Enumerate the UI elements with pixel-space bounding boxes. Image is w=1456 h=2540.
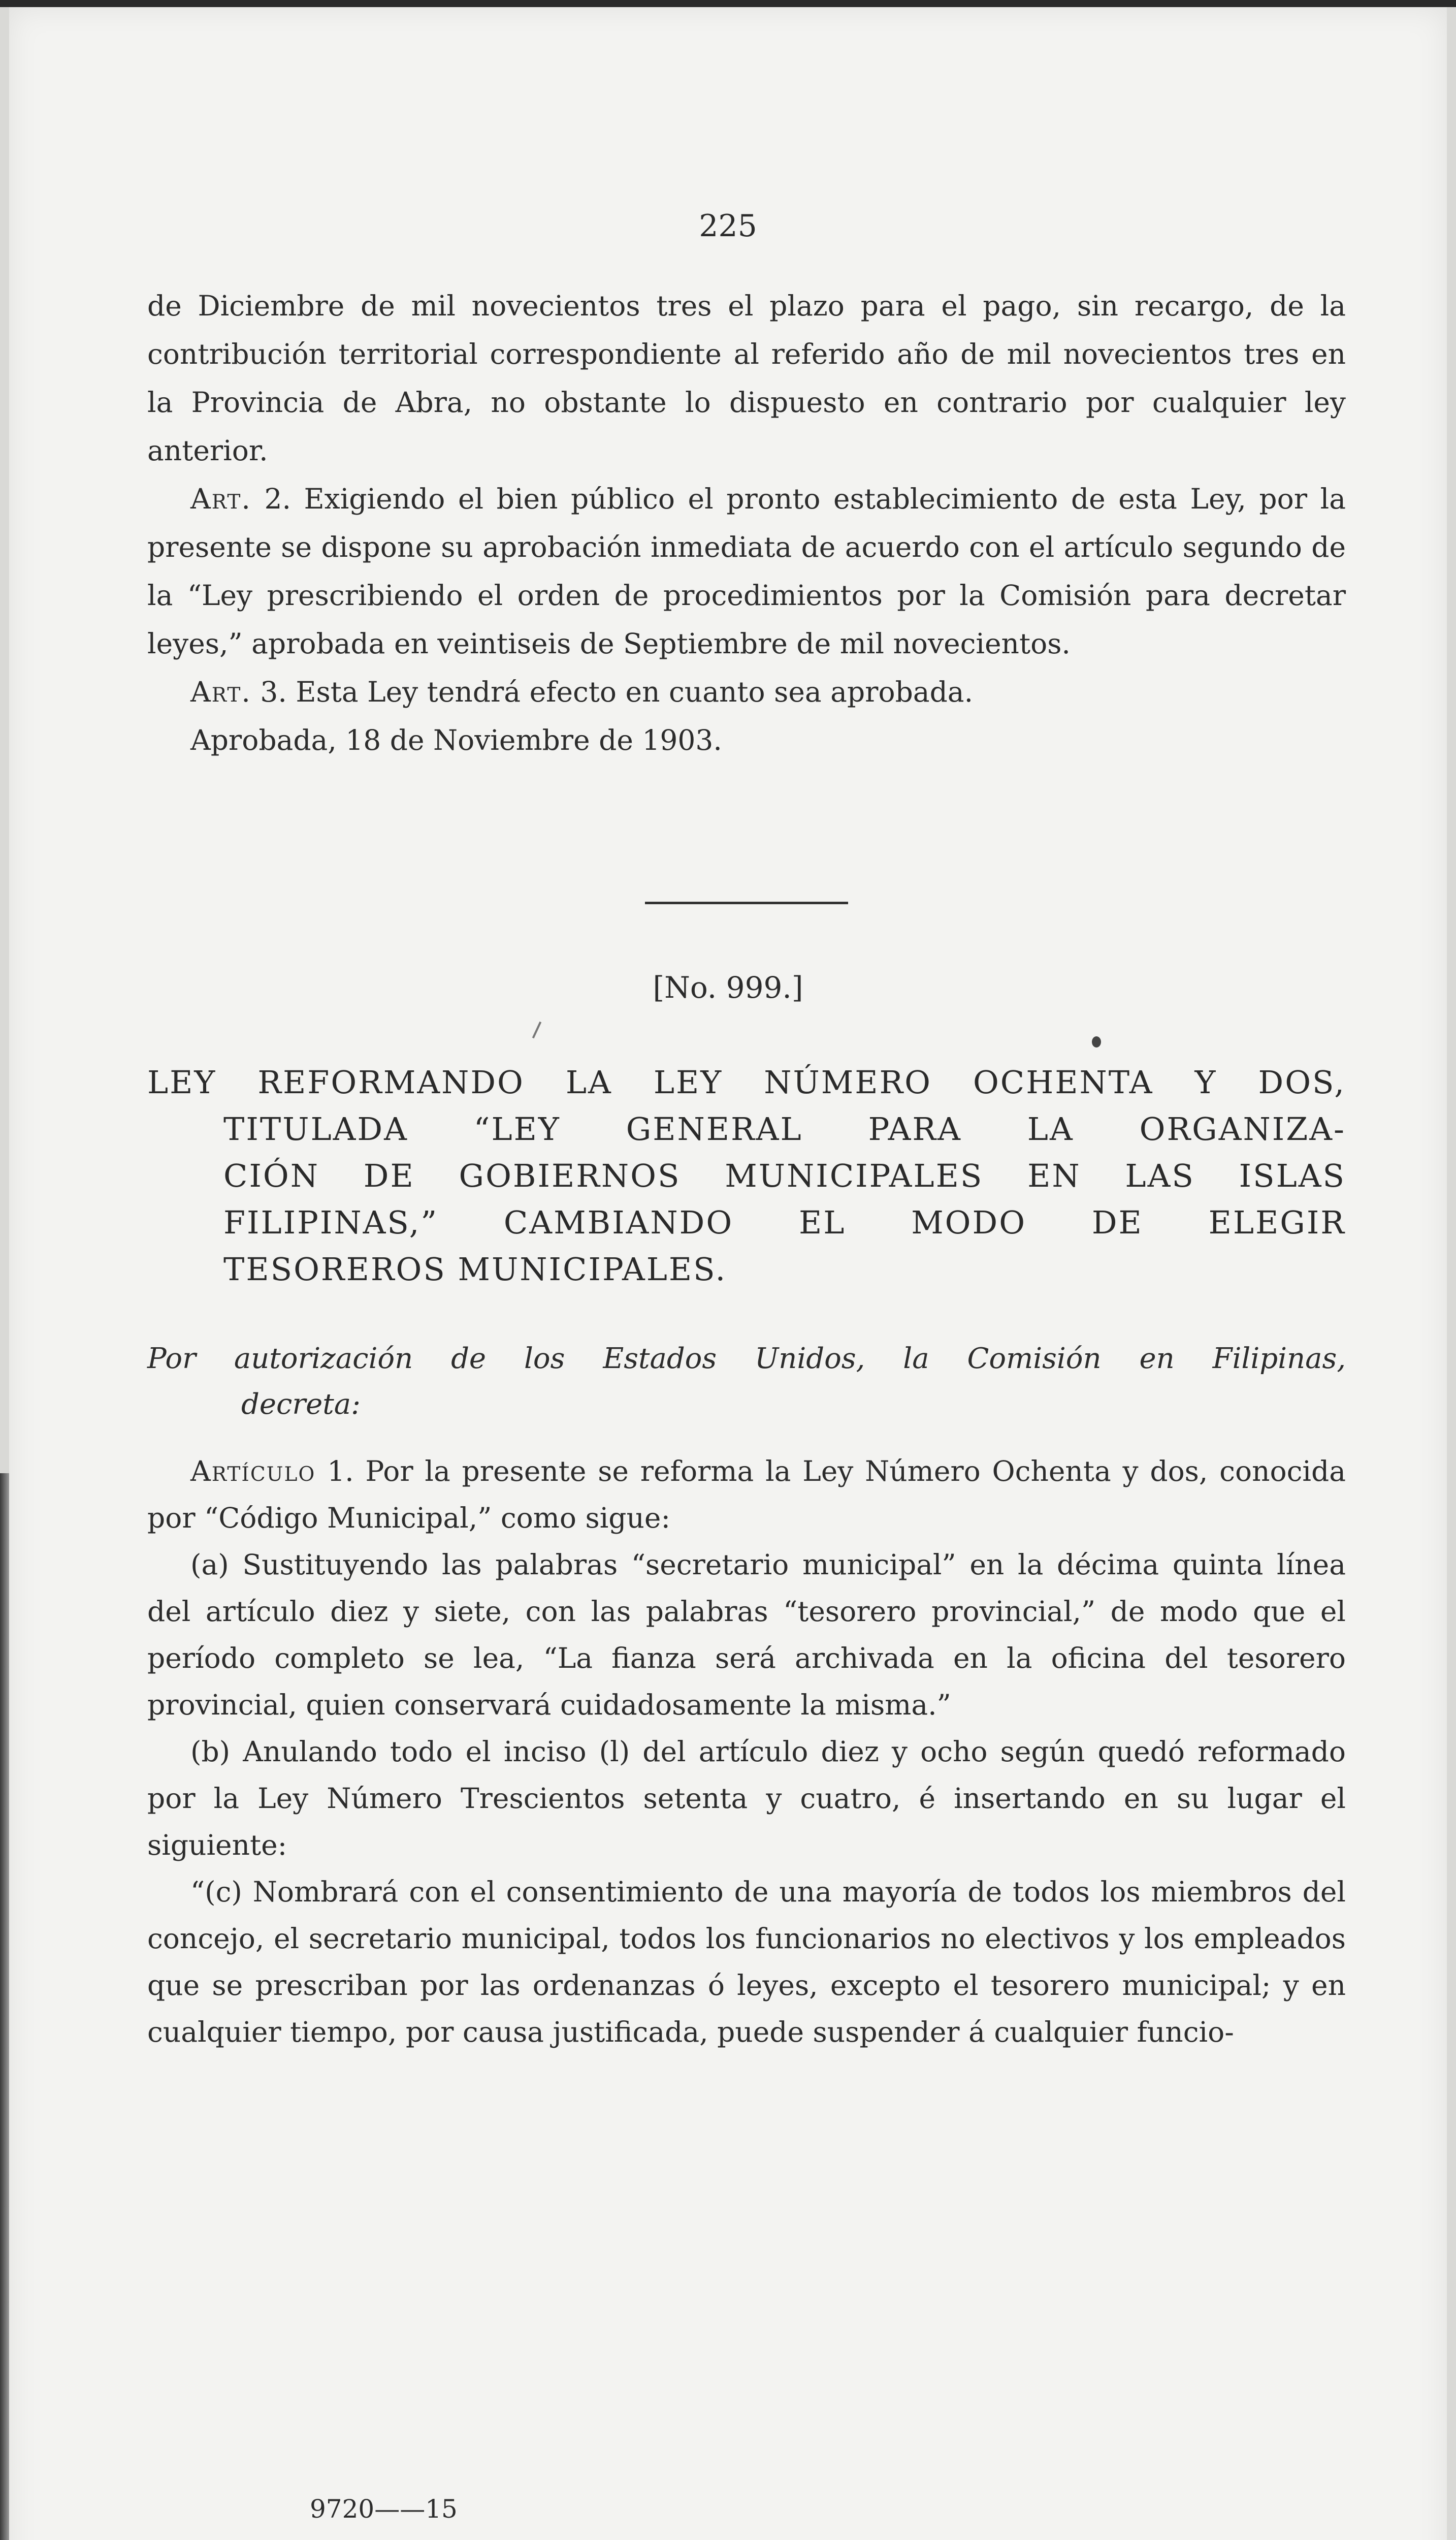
article-1-label: Artículo — [190, 1455, 316, 1487]
article-1-text: 1. Por la presente se reforma la Ley Número Ochenta y dos, conocida por “Código Municipal,” como sigue: — [147, 1455, 1346, 1534]
title-line-1: LEY REFORMANDO LA LEY NÚMERO OCHENTA Y DOS, — [147, 1064, 1346, 1101]
printer-signature: 9720——15 — [310, 2494, 458, 2524]
clause-b-paragraph: (b) Anulando todo el inciso (l) del artículo diez y ocho según quedó reformado por la Ley Número Trescientos setenta y cuatro, é insertando en su lugar el siguiente: — [147, 1735, 1346, 1861]
act-number: [No. 999.] — [653, 970, 803, 1005]
title-line-2: TITULADA “LEY GENERAL PARA LA ORGANIZA- — [223, 1110, 1346, 1148]
scan-left-edge — [0, 1473, 9, 2540]
article-2-paragraph — [147, 475, 1346, 668]
article-1-paragraph — [147, 1448, 1346, 1541]
lower-text-block — [147, 1448, 1346, 2055]
act-title — [147, 1059, 1346, 1293]
title-line-3: CIÓN DE GOBIERNOS MUNICIPALES EN LAS ISLAS — [223, 1157, 1346, 1194]
article-2-text: 2. Exigiendo el bien público el pronto establecimiento de esta Ley, por la presente se dispone su aprobación inmediata de acuerdo con el artículo segundo de la “Ley prescribiendo el orden de procedimientos por la Comisión para decretar leyes,” aprobada en veintiseis de Septiembre de mil novecientos. — [147, 483, 1346, 660]
article-3-label: Art. — [190, 676, 251, 708]
enacting-clause — [147, 1336, 1346, 1427]
approval-date: Aprobada, 18 de Noviembre de 1903. — [190, 724, 722, 756]
title-line-5: TESOREROS MUNICIPALES. — [223, 1251, 727, 1288]
enacting-clause-line-1: Por autorización de los Estados Unidos, la Comisión en Filipinas, — [147, 1342, 1346, 1375]
article-3-text: 3. Esta Ley tendrá efecto en cuanto sea aprobada. — [260, 676, 974, 708]
intro-paragraph: de Diciembre de mil novecientos tres el plazo para el pago, sin recargo, de la contribución territorial correspondiente al referido año de mil novecientos tres en la Provincia de Abra, no obstante lo dispuesto en contrario por cualquier ley anterior. — [147, 290, 1346, 467]
clause-c-paragraph: “(c) Nombrará con el consentimiento de una mayoría de todos los miembros del concejo, el secretario municipal, todos los funcionarios no electivos y los empleados que se prescriban por las ordenanzas ó leyes, excepto el tesorero municipal; y en cualquier tiempo, por causa justificada, puede suspender á cualquier funcio- — [147, 1876, 1346, 2048]
upper-text-block — [147, 282, 1346, 765]
title-line-4: FILIPINAS,” CAMBIANDO EL MODO DE ELEGIR — [223, 1204, 1346, 1241]
article-3-paragraph — [147, 668, 1346, 716]
page-number: 225 — [699, 208, 757, 244]
section-divider — [645, 902, 848, 904]
scan-top-edge — [0, 0, 1456, 7]
enacting-clause-line-2: decreta: — [241, 1388, 361, 1421]
scan-speck — [1092, 1036, 1101, 1047]
article-2-label: Art. — [190, 483, 251, 515]
clause-a-paragraph: (a) Sustituyendo las palabras “secretario municipal” en la décima quinta línea del artículo diez y siete, con las palabras “tesorero provincial,” de modo que el período completo se lea, “La fianza será archivada en la oficina del tesorero provincial, quien conservará cuidadosamente la misma.” — [147, 1548, 1346, 1721]
